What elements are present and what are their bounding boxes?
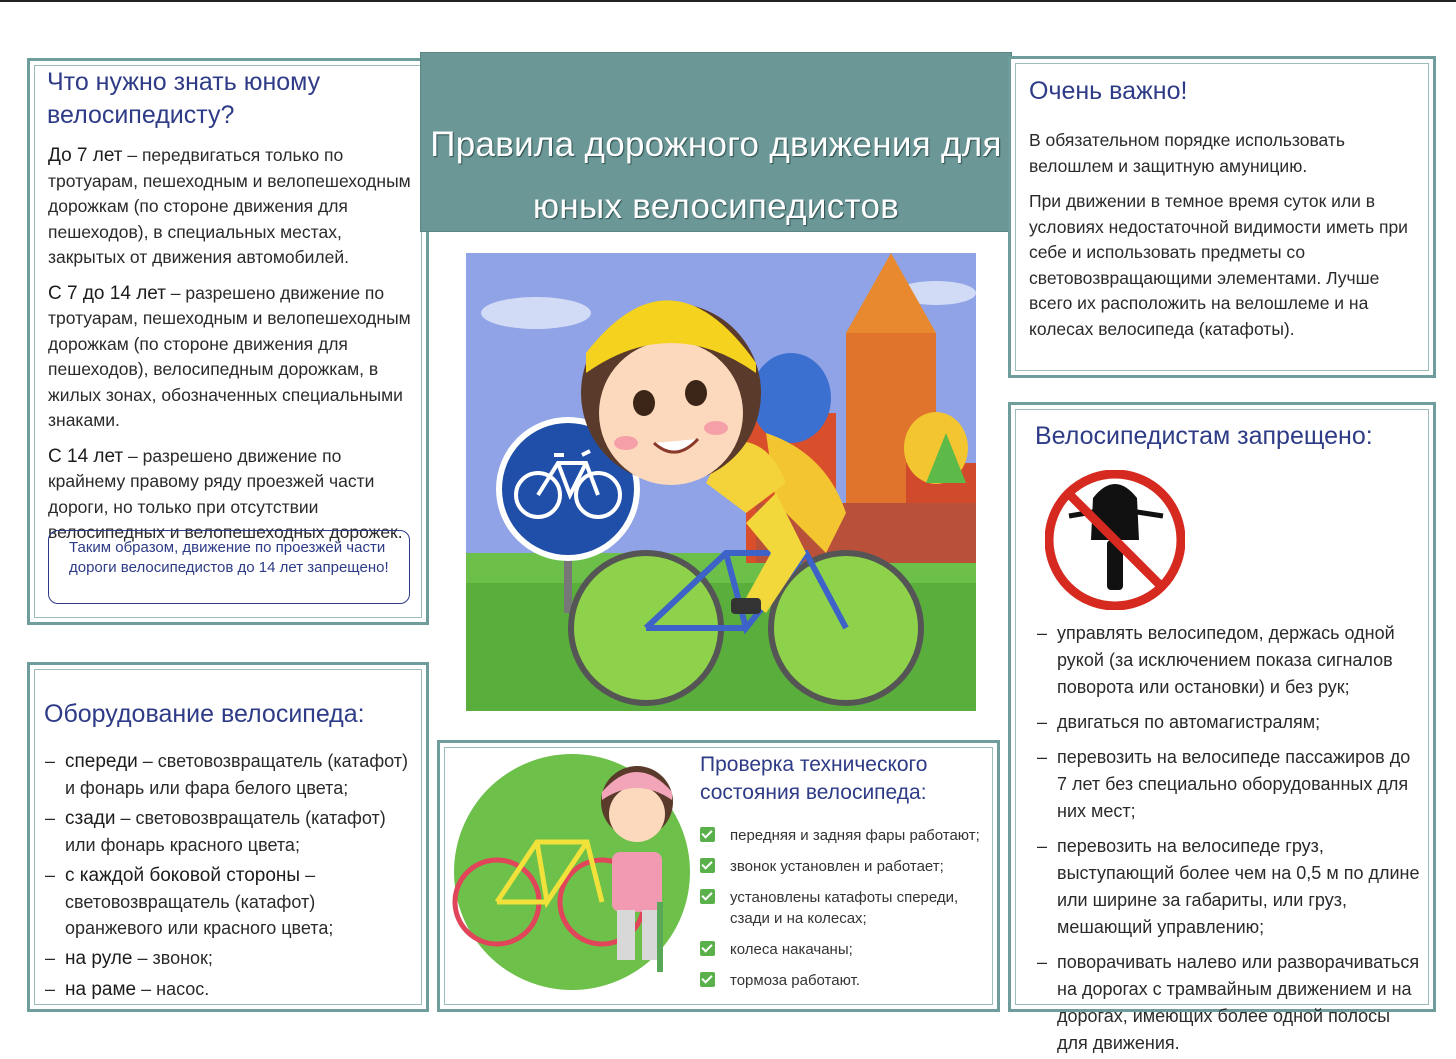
top-rule (0, 0, 1456, 2)
equipment-list (45, 748, 410, 1003)
important-text (1029, 128, 1411, 342)
note-text: Таким образом, движение по проезжей части дороги велосипедистов до 14 лет запрещено! (69, 539, 389, 576)
list-item: тормоза работают. (700, 970, 985, 991)
age-rules (48, 143, 420, 546)
young-cyclist-heading: Что нужно знать юному велосипедисту? (47, 68, 321, 129)
tech-check-illustration (452, 752, 692, 992)
important-paragraph: При движении в темное время суток или в условиях недостаточной видимости иметь при себе и использовать предметы со световозвращающими элементами. Лучше всего их расположить на велошлеме и на колесах велосипеда (катафоты). (1029, 191, 1408, 339)
checkbox-icon (700, 827, 715, 842)
list-item: – на руле – звонок; (45, 948, 213, 969)
list-item: передняя и задняя фары работают; (700, 825, 985, 846)
list-item: – поворачивать налево или разворачиваться на дорогах с трамвайным движением и на дорогах, имеющих более одной полосы для движения. (1037, 952, 1420, 1053)
no-one-hand-riding-sign-icon (1045, 470, 1185, 610)
title-line-1: Правила дорожного движения для (430, 125, 1002, 164)
title-banner (420, 52, 1012, 232)
list-item: – перевозить на велосипеде пассажиров до 7 лет без специально оборудованных для них мест; (1037, 747, 1411, 821)
list-item: – сзади – световозвращатель (катафот) или фонарь красного цвета; (45, 808, 386, 855)
list-item: установлены катафоты спереди, сзади и на колесах; (700, 887, 985, 929)
tech-check-heading: Проверка технического состояния велосипеда: (700, 753, 928, 804)
checkbox-icon (700, 858, 715, 873)
list-item: звонок установлен и работает; (700, 856, 985, 877)
equipment-heading: Оборудование велосипеда: (44, 700, 365, 728)
title-line-2: юных велосипедистов (532, 187, 900, 226)
important-paragraph: В обязательном порядке использовать велошлем и защитную амуницию. (1029, 130, 1346, 176)
list-item: – спереди – световозвращатель (катафот) и фонарь или фара белого цвета; (45, 751, 408, 798)
forbidden-heading: Велосипедистам запрещено: (1035, 422, 1373, 450)
age-rule: До 7 лет – передвигаться только по тротуарам, пешеходным и велопешеходным дорожкам (по стороне движения для пешеходов), в специальных местах, закрытых от движения автомобилей. (48, 145, 411, 267)
list-item: – с каждой боковой стороны – световозвращатель (катафот) оранжевого или красного цвета; (45, 865, 334, 938)
checkbox-icon (700, 889, 715, 904)
important-heading: Очень важно! (1029, 77, 1188, 105)
age-rule: С 7 до 14 лет – разрешено движение по тротуарам, пешеходным и велопешеходным дорожкам (по стороне движения для пешеходов), велосипедным дорожкам, в жилых зонах, обозначенных специальными знаками. (48, 282, 411, 430)
main-illustration (466, 253, 976, 711)
checkbox-icon (700, 941, 715, 956)
list-item: – перевозить на велосипеде груз, выступающий более чем на 0,5 м по длине или ширине за габариты, или груз, мешающий управлению; (1037, 836, 1420, 937)
list-item: – на раме – насос. (45, 979, 210, 1000)
age-rule: С 14 лет – разрешено движение по крайнему правому ряду проезжей части дороги, но только при отсутствии велосипедных и велопешеходных дорожек. (48, 445, 403, 542)
list-item: колеса накачаны; (700, 939, 985, 960)
tech-check-list (700, 825, 985, 1001)
list-item: – управлять велосипедом, держась одной рукой (за исключением показа сигналов поворота или остановки) и без рук; (1037, 623, 1395, 697)
forbidden-list (1037, 620, 1422, 1057)
list-item: – двигаться по автомагистралям; (1037, 712, 1321, 732)
note-box (48, 530, 410, 604)
checkbox-icon (700, 972, 715, 987)
